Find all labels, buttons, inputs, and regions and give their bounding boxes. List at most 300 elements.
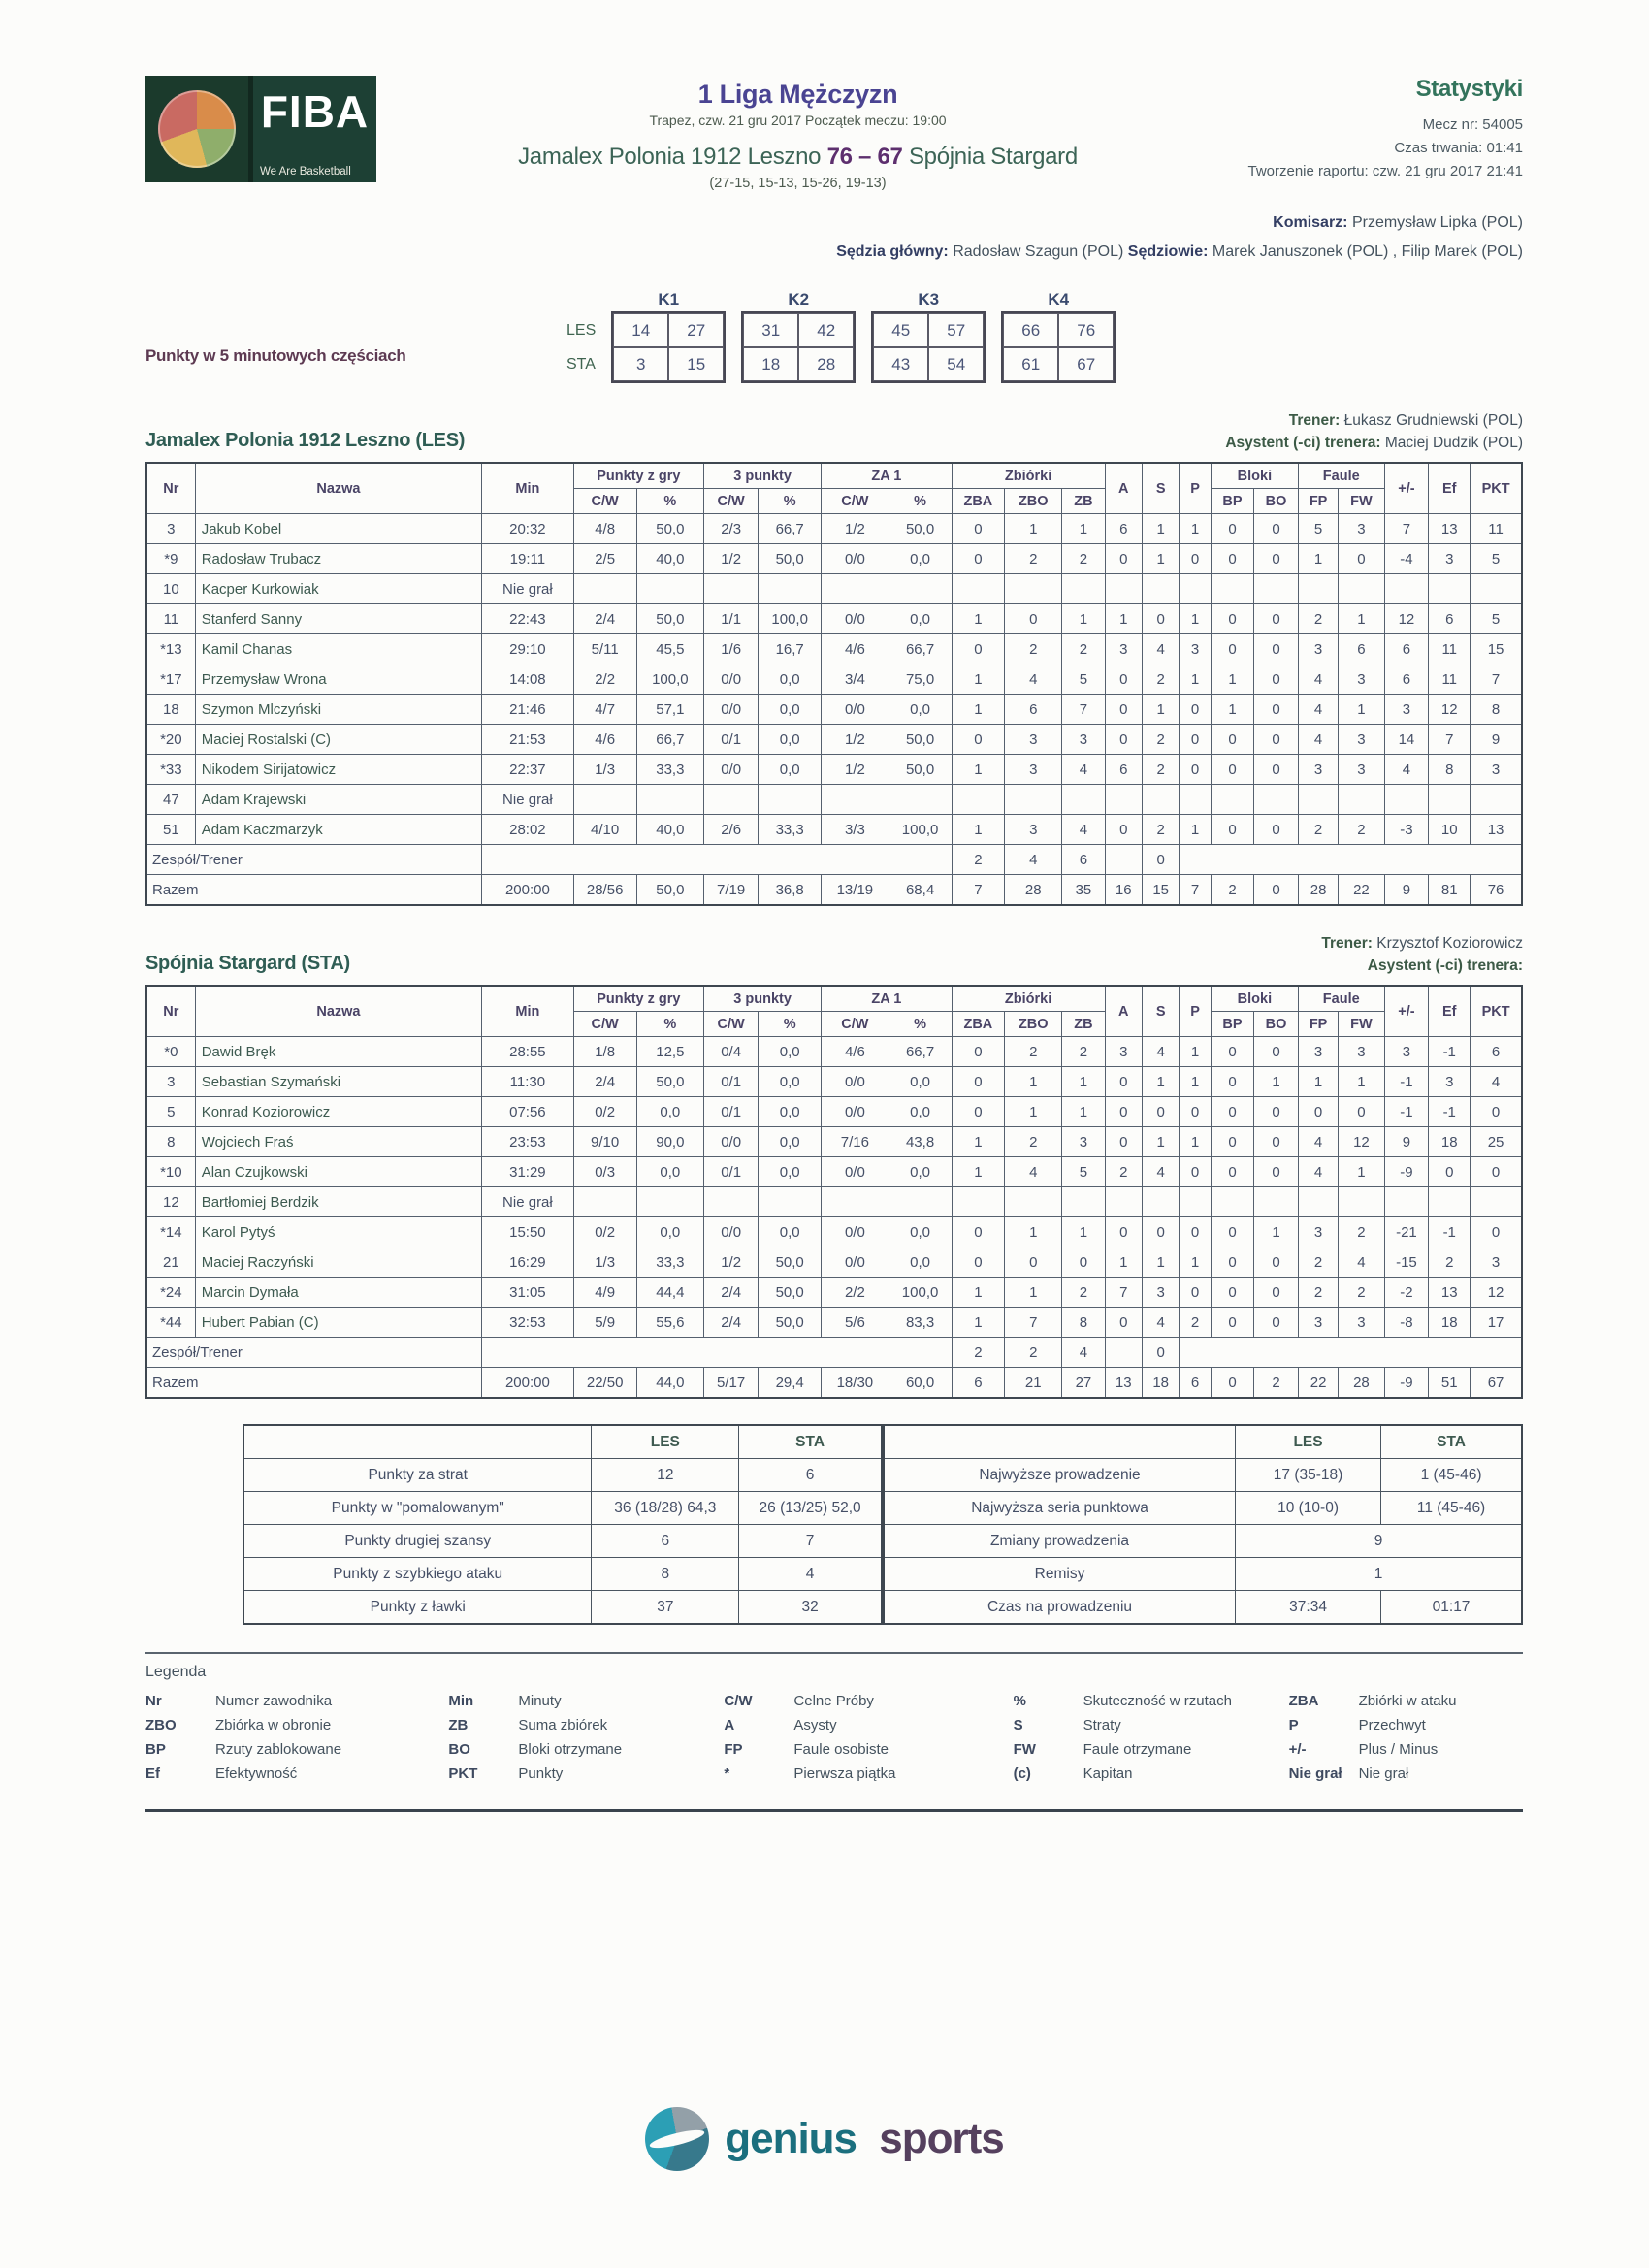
stat-cell: 0 (1211, 815, 1253, 845)
stat-cell: 68,4 (889, 875, 952, 906)
sta-stats-table (146, 985, 1523, 1399)
summary-label-cell: Punkty za strat (243, 1459, 592, 1492)
stat-cell: 0 (1062, 1247, 1105, 1278)
stat-cell: 1 (952, 1157, 1005, 1187)
stat-cell: 1/6 (704, 634, 759, 664)
column-header: C/W (573, 1012, 636, 1037)
column-header: C/W (704, 1012, 759, 1037)
stat-cell: 13 (1429, 1278, 1471, 1308)
stat-cell: 200:00 (482, 1368, 574, 1399)
stat-cell: 0,0 (759, 1217, 822, 1247)
sta-coach-name: Krzysztof Koziorowicz (1376, 935, 1523, 952)
stat-cell: 28 (1339, 1368, 1384, 1399)
stat-cell: 66,7 (889, 1037, 952, 1067)
commissioner-name: Przemysław Lipka (POL) (1351, 214, 1523, 231)
column-header: Faule (1298, 463, 1384, 489)
legend-item (1014, 1741, 1289, 1758)
column-header: % (889, 1012, 952, 1037)
stat-cell: 6 (1180, 1368, 1211, 1399)
stat-cell (1339, 1187, 1384, 1217)
column-header: C/W (704, 489, 759, 514)
quarter-points-label: Punkty w 5 minutowych częściach (146, 346, 406, 365)
stat-cell: 0 (1180, 695, 1211, 725)
stat-cell: 0 (1254, 1247, 1299, 1278)
stat-cell: 6 (1384, 664, 1429, 695)
column-header: ZA 1 (822, 986, 952, 1012)
player-number-cell: *9 (146, 544, 195, 574)
stat-cell: 1 (1142, 544, 1179, 574)
legend-desc: Zbiórka w obronie (215, 1717, 332, 1733)
stat-cell: 2/4 (704, 1278, 759, 1308)
column-header: BP (1211, 489, 1253, 514)
player-name-cell: Wojciech Fraś (195, 1127, 481, 1157)
summary-row (884, 1558, 1522, 1591)
stat-cell: 11:30 (482, 1067, 574, 1097)
stat-cell: 7 (1384, 514, 1429, 544)
stat-cell: 5/11 (573, 634, 636, 664)
stat-cell: 28 (1005, 875, 1062, 906)
stat-cell: 50,0 (759, 1308, 822, 1338)
sta-team-header (146, 953, 1523, 975)
stat-cell: 3 (1298, 1037, 1338, 1067)
player-number-cell: 47 (146, 785, 195, 815)
summary-row (243, 1459, 882, 1492)
stat-cell: 1/1 (704, 604, 759, 634)
player-row (146, 514, 1522, 544)
player-row (146, 695, 1522, 725)
legend-item (448, 1741, 724, 1758)
sta-assistant-line (1368, 957, 1523, 975)
player-number-cell: 11 (146, 604, 195, 634)
quarter-box (1001, 290, 1116, 383)
stat-cell: 4/6 (573, 725, 636, 755)
stat-cell (482, 845, 952, 875)
stat-cell: 22/50 (573, 1368, 636, 1399)
column-header: PKT (1471, 986, 1522, 1037)
stat-cell: 2 (952, 1338, 1005, 1368)
stat-cell: 4 (1142, 1308, 1179, 1338)
quarter-team-labels (566, 313, 596, 383)
summary-label-cell: Punkty drugiej szansy (243, 1525, 592, 1558)
quarter-team-sta: STA (566, 355, 596, 373)
stat-cell: 4/8 (573, 514, 636, 544)
les-assistant-name: Maciej Dudzik (POL) (1384, 435, 1523, 451)
stat-cell (704, 1187, 759, 1217)
player-number-cell: 21 (146, 1247, 195, 1278)
column-header: BP (1211, 1012, 1253, 1037)
stat-cell (1211, 574, 1253, 604)
player-name-cell: Dawid Bręk (195, 1037, 481, 1067)
stat-cell (1005, 785, 1062, 815)
stat-cell: 2/6 (704, 815, 759, 845)
column-header: A (1105, 463, 1142, 514)
legend-desc: Numer zawodnika (215, 1693, 333, 1709)
main-referee-label: Sędzia główny: (836, 243, 949, 260)
stat-cell: Nie grał (482, 1187, 574, 1217)
stat-cell: 21:53 (482, 725, 574, 755)
main-referee-name: Radosław Szagun (POL) (953, 243, 1124, 260)
column-header: Ef (1429, 463, 1471, 514)
stat-cell: 4/10 (573, 815, 636, 845)
stat-cell: 3 (1471, 755, 1522, 785)
stat-cell: 1 (952, 1278, 1005, 1308)
stat-cell: 0/1 (704, 1157, 759, 1187)
legend-item (1289, 1741, 1523, 1758)
stat-cell: 4 (1142, 1157, 1179, 1187)
player-number-cell: *44 (146, 1308, 195, 1338)
stat-cell: 0/2 (573, 1217, 636, 1247)
fiba-wordmark: FIBA (260, 86, 370, 137)
stat-cell: 0 (1005, 1247, 1062, 1278)
column-header: BO (1254, 489, 1299, 514)
stat-cell: 0 (1254, 634, 1299, 664)
player-name-cell: Hubert Pabian (C) (195, 1308, 481, 1338)
stat-cell: 0 (1211, 1308, 1253, 1338)
stat-cell: 3 (1298, 1308, 1338, 1338)
referees-line (146, 243, 1523, 261)
stat-cell (1471, 574, 1522, 604)
summary-value-cell: 11 (45-46) (1381, 1492, 1522, 1525)
stat-cell: 4 (1005, 1157, 1062, 1187)
stat-cell: 2 (1142, 725, 1179, 755)
column-header: Min (482, 463, 574, 514)
stat-cell (1339, 785, 1384, 815)
legend-item (1289, 1717, 1523, 1733)
stat-cell (1005, 1187, 1062, 1217)
stat-cell (1105, 574, 1142, 604)
stat-cell: 7 (1471, 664, 1522, 695)
summary-points-table (242, 1424, 883, 1625)
stat-cell: 18 (1429, 1127, 1471, 1157)
stat-cell: 8 (1062, 1308, 1105, 1338)
stat-cell: 76 (1471, 875, 1522, 906)
match-duration: Czas trwania: 01:41 (1394, 140, 1523, 156)
stat-cell: 2/2 (822, 1278, 889, 1308)
summary-value-cell: 37:34 (1236, 1591, 1381, 1625)
column-header: ZA 1 (822, 463, 952, 489)
stat-cell (1180, 785, 1211, 815)
column-header: S (1142, 986, 1179, 1037)
stat-cell: 6 (952, 1368, 1005, 1399)
stat-cell: 4/9 (573, 1278, 636, 1308)
legend-abbr: ZB (448, 1717, 469, 1733)
stat-cell: 3 (1005, 725, 1062, 755)
stat-cell: 33,3 (636, 755, 703, 785)
stat-cell: -8 (1384, 1308, 1429, 1338)
stat-cell: 0,0 (636, 1217, 703, 1247)
stat-cell: 0 (1211, 544, 1253, 574)
summary-label-cell: Remisy (884, 1558, 1236, 1591)
final-score: 76 – 67 (826, 144, 903, 170)
summary-label-cell: Najwyższe prowadzenie (884, 1459, 1236, 1492)
stat-cell: 50,0 (636, 1067, 703, 1097)
stat-cell: 6 (1062, 845, 1105, 875)
stat-cell: 0 (1105, 544, 1142, 574)
column-header: Punkty z gry (573, 986, 703, 1012)
summary-row (243, 1492, 882, 1525)
stat-cell: 1/3 (573, 1247, 636, 1278)
stat-cell: 1 (1180, 514, 1211, 544)
player-number-cell: *10 (146, 1157, 195, 1187)
stat-cell: 1 (1062, 604, 1105, 634)
summary-label-cell: Punkty z szybkiego ataku (243, 1558, 592, 1591)
quarter-label: K1 (658, 290, 680, 308)
summary-value-cell: 37 (592, 1591, 739, 1625)
legend-desc: Zbiórki w ataku (1358, 1693, 1457, 1709)
stat-cell: 12 (1429, 695, 1471, 725)
legend-grid (146, 1693, 1523, 1790)
totals-row (146, 1368, 1522, 1399)
stat-cell: -1 (1429, 1217, 1471, 1247)
fiba-ball-panel (146, 76, 248, 182)
summary-label-cell: Zmiany prowadzenia (884, 1525, 1236, 1558)
stat-cell: 4/7 (573, 695, 636, 725)
player-number-cell: 3 (146, 1067, 195, 1097)
stat-cell: 66,7 (889, 634, 952, 664)
stat-cell: 44,0 (636, 1368, 703, 1399)
stat-cell: 21:46 (482, 695, 574, 725)
stat-cell: 1 (1298, 544, 1338, 574)
stat-cell: 33,3 (759, 815, 822, 845)
stat-cell: 0/0 (822, 544, 889, 574)
stat-cell: 50,0 (759, 544, 822, 574)
player-row (146, 1127, 1522, 1157)
player-name-cell: Alan Czujkowski (195, 1157, 481, 1187)
column-header: ZB (1062, 1012, 1105, 1037)
player-row (146, 725, 1522, 755)
stat-cell: 0 (952, 1247, 1005, 1278)
les-assistant-label: Asystent (-ci) trenera: (1225, 435, 1381, 451)
stat-cell: 3 (1062, 1127, 1105, 1157)
column-header: Nazwa (195, 463, 481, 514)
player-row (146, 785, 1522, 815)
quarter-score-cell: 43 (873, 347, 928, 381)
stat-cell: 0 (1105, 1217, 1142, 1247)
column-header: Zbiórki (952, 463, 1105, 489)
column-header: ZBO (1005, 1012, 1062, 1037)
stat-cell (1105, 1338, 1142, 1368)
stat-cell: 0 (1180, 725, 1211, 755)
legend-title: Legenda (146, 1664, 207, 1680)
stat-cell: 31:29 (482, 1157, 574, 1187)
stat-cell: 50,0 (636, 604, 703, 634)
quarter-score-cell: 61 (1003, 347, 1058, 381)
stat-cell: 0 (1254, 1278, 1299, 1308)
stat-cell: 13 (1471, 815, 1522, 845)
stat-cell: 0 (1254, 1127, 1299, 1157)
player-name-cell: Jakub Kobel (195, 514, 481, 544)
quarter-cells (1001, 311, 1116, 383)
stat-cell: 1/2 (822, 755, 889, 785)
player-row (146, 1187, 1522, 1217)
player-row (146, 1278, 1522, 1308)
stat-cell: 3 (1429, 1067, 1471, 1097)
stat-cell: 14 (1384, 725, 1429, 755)
column-header: ZBA (952, 1012, 1005, 1037)
summary-row (243, 1591, 882, 1625)
stat-cell: 2 (1339, 815, 1384, 845)
quarter-cells (611, 311, 726, 383)
legend-item (724, 1717, 1013, 1733)
stat-cell: 4 (1471, 1067, 1522, 1097)
stat-cell: 0 (1254, 1308, 1299, 1338)
stat-cell (704, 574, 759, 604)
legend-abbr: Min (448, 1693, 474, 1709)
stat-cell: 4 (1142, 634, 1179, 664)
referees-label: Sędziowie: (1127, 243, 1209, 260)
legend-item (146, 1766, 448, 1782)
stat-cell (822, 574, 889, 604)
stat-cell: 6 (1384, 634, 1429, 664)
stat-cell: Nie grał (482, 574, 574, 604)
stat-cell: 0,0 (636, 1097, 703, 1127)
stat-cell: 9 (1384, 875, 1429, 906)
stat-cell: 0 (1471, 1217, 1522, 1247)
brand-word-sports: sports (879, 2115, 1004, 2162)
player-name-cell: Bartłomiej Berdzik (195, 1187, 481, 1217)
stat-cell: 16,7 (759, 634, 822, 664)
player-number-cell: 12 (146, 1187, 195, 1217)
stat-cell: 0 (1211, 634, 1253, 664)
summary-value-cell: 1 (1236, 1558, 1522, 1591)
stat-cell: 0/0 (822, 695, 889, 725)
stat-cell: 20:32 (482, 514, 574, 544)
stat-cell: 200:00 (482, 875, 574, 906)
quarter-score-cell: 42 (798, 313, 854, 347)
genius-sports-logo (0, 2107, 1649, 2171)
stat-cell: 4 (1298, 695, 1338, 725)
summary-header-row (243, 1425, 882, 1459)
player-row (146, 1217, 1522, 1247)
stat-cell: 3 (1339, 755, 1384, 785)
stat-cell: 1 (1142, 1127, 1179, 1157)
column-header: A (1105, 986, 1142, 1037)
stat-cell: 0 (1254, 544, 1299, 574)
player-number-cell: *14 (146, 1217, 195, 1247)
legend-desc: Nie grał (1358, 1766, 1409, 1782)
stat-cell: 45,5 (636, 634, 703, 664)
stat-cell: 1 (952, 695, 1005, 725)
stat-cell: 0,0 (889, 604, 952, 634)
stat-cell: 0/0 (704, 1217, 759, 1247)
stat-cell (1105, 845, 1142, 875)
player-row (146, 1308, 1522, 1338)
stat-cell: 1 (1211, 664, 1253, 695)
summary-corner-cell (243, 1425, 592, 1459)
stat-cell: 0/4 (704, 1037, 759, 1067)
stat-cell: 3 (1339, 725, 1384, 755)
legend-abbr: FP (724, 1741, 743, 1758)
stat-cell: 1 (1298, 1067, 1338, 1097)
stat-cell: 2 (952, 845, 1005, 875)
commissioner-line (146, 214, 1523, 232)
column-header: +/- (1384, 986, 1429, 1037)
stat-cell: 0 (1254, 1037, 1299, 1067)
column-header: FW (1339, 489, 1384, 514)
stat-cell: 7 (952, 875, 1005, 906)
quarter-points-section (146, 290, 1523, 383)
player-name-cell: Adam Krajewski (195, 785, 481, 815)
stat-cell: 14:08 (482, 664, 574, 695)
stat-cell: 0 (1211, 1127, 1253, 1157)
stat-cell: 0 (1254, 1097, 1299, 1127)
stat-cell: 0,0 (636, 1157, 703, 1187)
stat-cell: 0 (1211, 1067, 1253, 1097)
legend-desc: Asysty (793, 1717, 837, 1733)
stat-cell: 8 (1429, 755, 1471, 785)
column-header: ZB (1062, 489, 1105, 514)
stat-cell (636, 574, 703, 604)
player-name-cell: Kacper Kurkowiak (195, 574, 481, 604)
stat-cell: 16 (1105, 875, 1142, 906)
legend-abbr: Nr (146, 1693, 162, 1709)
stat-cell: 2 (1062, 544, 1105, 574)
stat-cell: 0/1 (704, 725, 759, 755)
stat-cell: 100,0 (889, 1278, 952, 1308)
stat-cell: 0,0 (889, 544, 952, 574)
player-name-cell: Stanferd Sanny (195, 604, 481, 634)
fiba-logo-column (146, 76, 393, 182)
stat-cell (1062, 574, 1105, 604)
stat-cell: 2 (1142, 664, 1179, 695)
column-header: Nazwa (195, 986, 481, 1037)
legend-desc: Minuty (518, 1693, 562, 1709)
legend-desc: Celne Próby (793, 1693, 874, 1709)
stat-cell: 0 (952, 725, 1005, 755)
team-row-label: Zespół/Trener (146, 845, 482, 875)
stat-cell: 0 (1254, 695, 1299, 725)
stat-cell: 4 (1298, 664, 1338, 695)
legend-item (1289, 1693, 1523, 1709)
stat-cell: 0/0 (822, 1157, 889, 1187)
stat-cell: 0/0 (704, 1127, 759, 1157)
stat-cell: 0,0 (759, 1127, 822, 1157)
column-header: Faule (1298, 986, 1384, 1012)
column-header: Zbiórki (952, 986, 1105, 1012)
referees-names: Marek Januszonek (POL) , Filip Marek (POL) (1212, 243, 1523, 260)
stat-cell (1180, 1187, 1211, 1217)
quarter-score-cell: 54 (928, 347, 984, 381)
summary-value-cell: 4 (739, 1558, 882, 1591)
stat-cell: 7/19 (704, 875, 759, 906)
stat-cell: 2/4 (704, 1308, 759, 1338)
player-name-cell: Maciej Raczyński (195, 1247, 481, 1278)
summary-row (884, 1591, 1522, 1625)
officials-block (146, 214, 1523, 261)
stat-cell: 3/4 (822, 664, 889, 695)
summary-header-row (884, 1425, 1522, 1459)
player-name-cell: Karol Pytyś (195, 1217, 481, 1247)
les-coach-name: Łukasz Grudniewski (POL) (1343, 412, 1523, 429)
stat-cell: 18/30 (822, 1368, 889, 1399)
stat-cell: 1 (1339, 1157, 1384, 1187)
stat-cell: 2 (1062, 1037, 1105, 1067)
stat-cell: 22 (1339, 875, 1384, 906)
stat-cell: 1/3 (573, 755, 636, 785)
player-name-cell: Maciej Rostalski (C) (195, 725, 481, 755)
page-title: 1 Liga Mężczyzn (697, 80, 898, 109)
legend-abbr: ZBA (1288, 1693, 1319, 1709)
column-header: % (636, 1012, 703, 1037)
player-number-cell: 8 (146, 1127, 195, 1157)
sta-coach-line (146, 935, 1523, 953)
stat-cell: 22:43 (482, 604, 574, 634)
summary-label-cell: Punkty w "pomalowanym" (243, 1492, 592, 1525)
stat-cell: 0 (1298, 1097, 1338, 1127)
stat-cell: 51 (1429, 1368, 1471, 1399)
fiba-logo (146, 76, 376, 182)
stat-cell: 60,0 (889, 1368, 952, 1399)
